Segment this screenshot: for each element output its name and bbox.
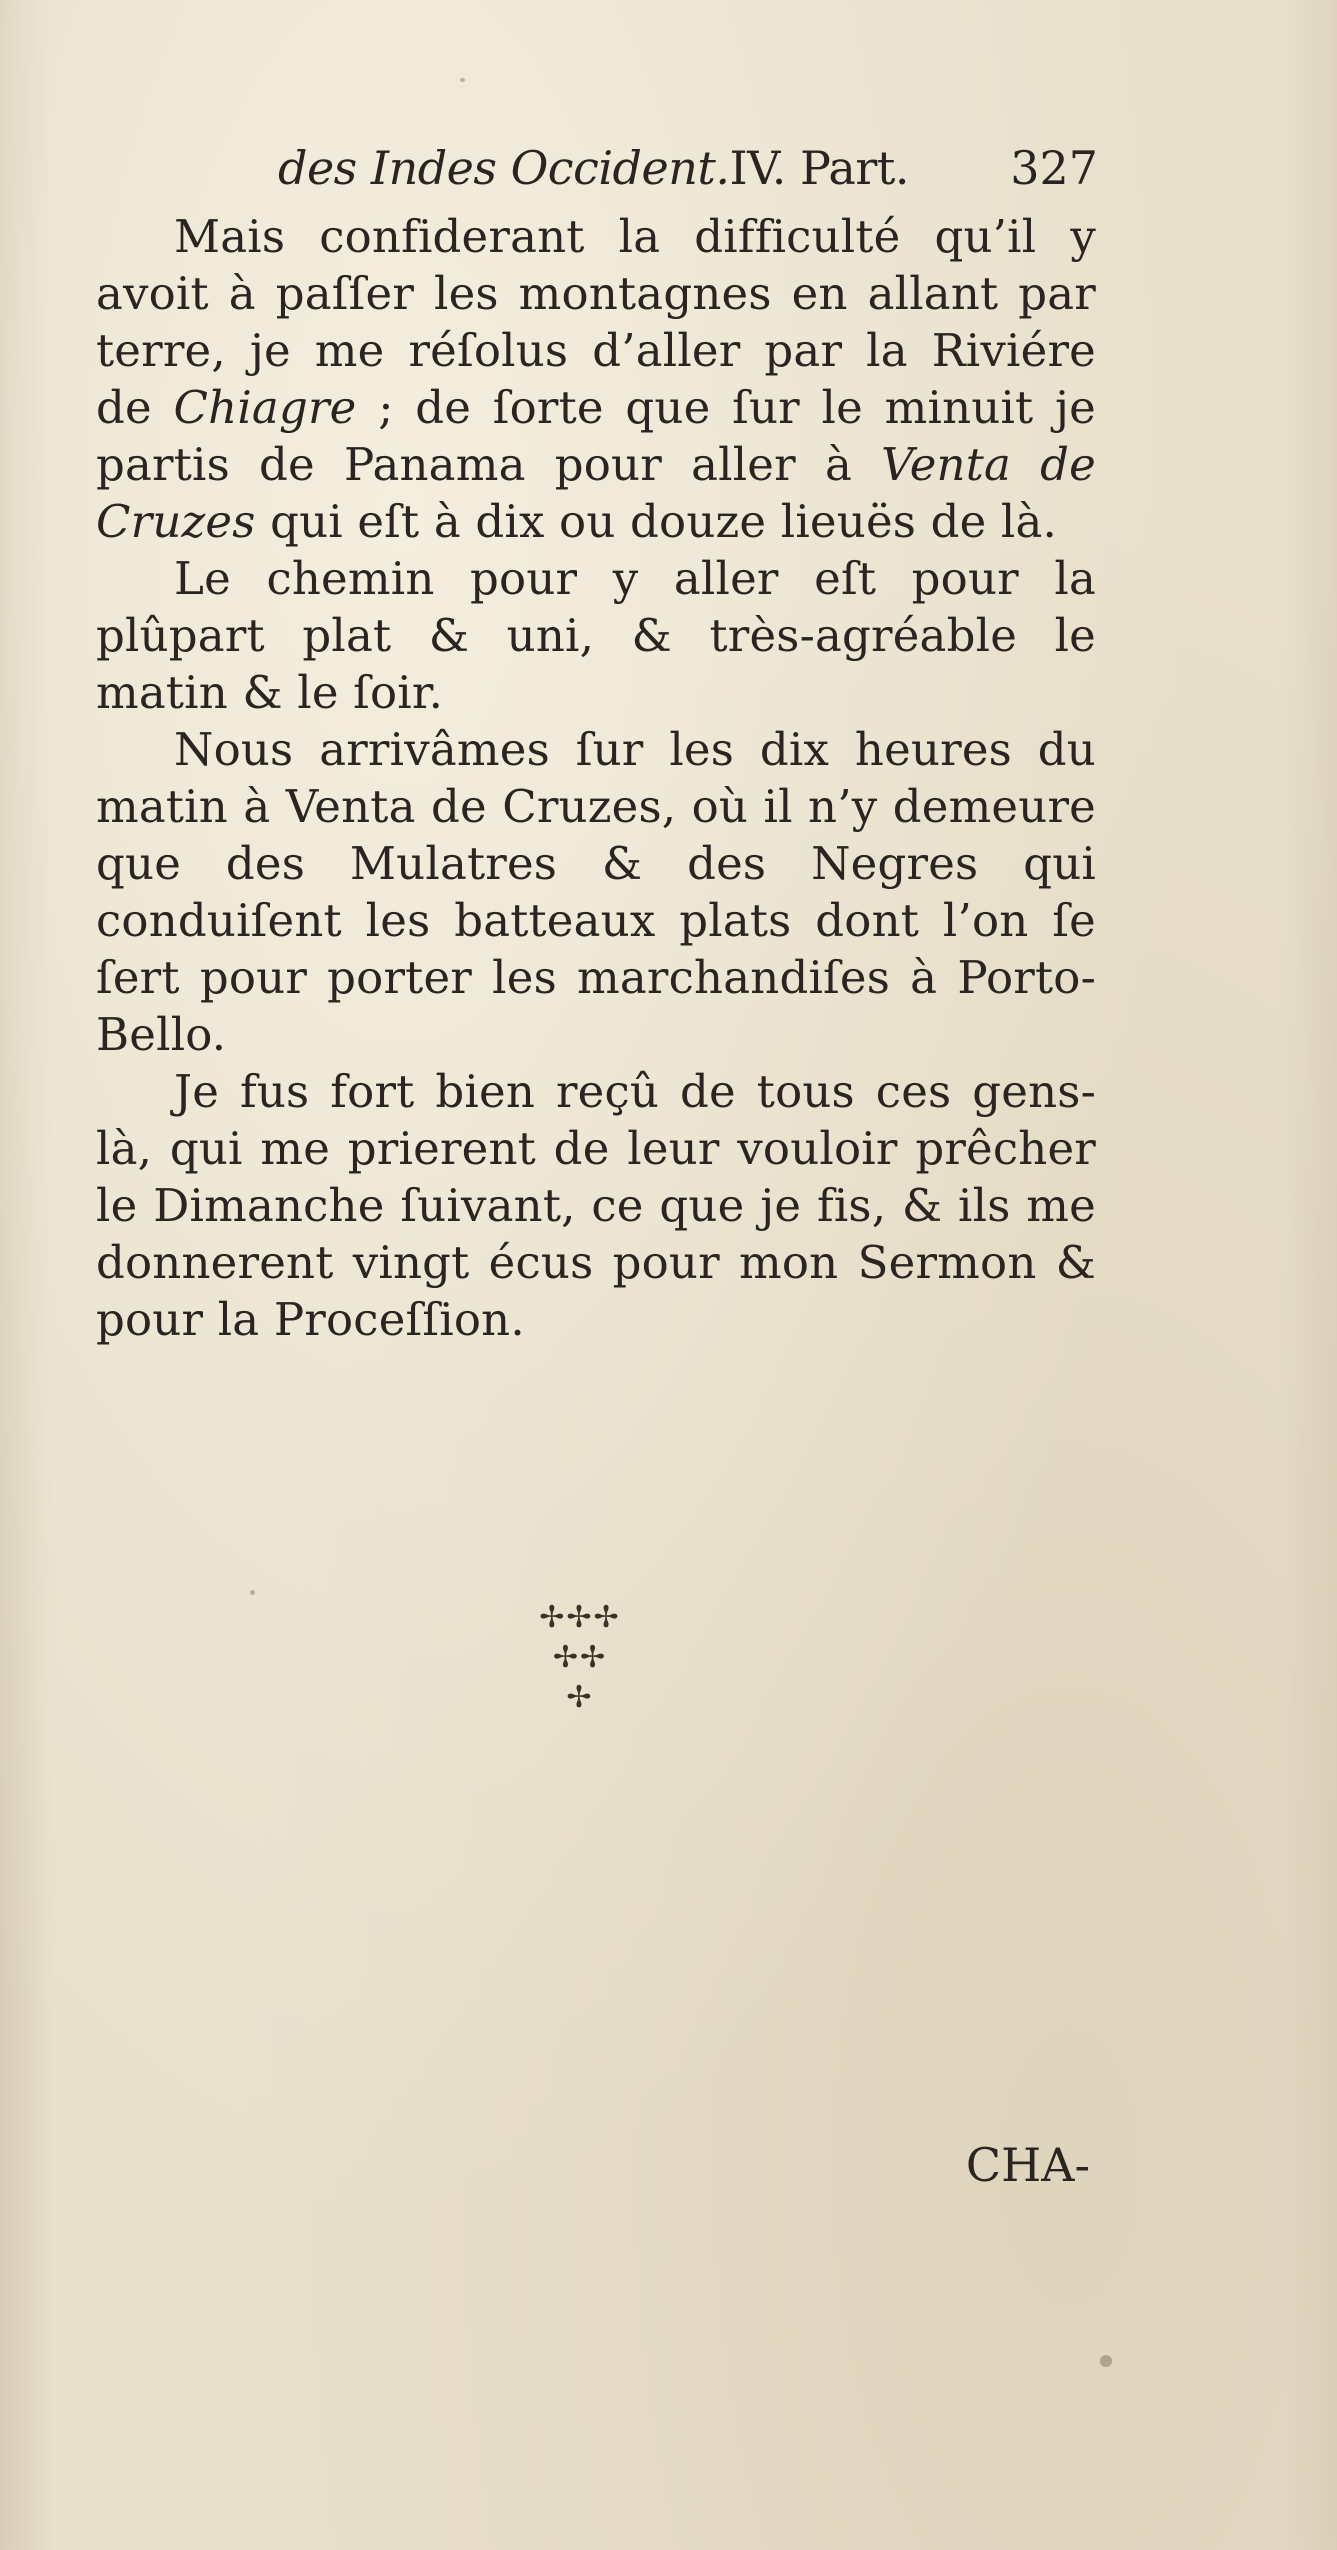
- italic-text: Chiagre: [173, 381, 357, 434]
- paragraph: [96, 721, 1096, 1063]
- paragraph: [96, 1063, 1096, 1348]
- page-number: 327: [1010, 141, 1098, 195]
- body-text: [96, 208, 1096, 1348]
- ornament-tailpiece: [480, 1598, 680, 1718]
- paragraph-text: Mais confiderant la difficulté qu’il y avoit à paſſer les montagnes en allant par terre, je me réſolus d’aller par la Riviére de: [96, 210, 1096, 434]
- italic-text: Venta de Cruzes: [96, 438, 1096, 548]
- ornament-line-2: ✢✢: [552, 1640, 608, 1675]
- paper-speck: [250, 1590, 255, 1595]
- paragraph-text: Le chemin pour y aller eſt pour la plûpart plat & uni, & très-agréable le matin & le ſoir.: [96, 552, 1096, 719]
- paragraph-text: Je fus fort bien reçû de tous ces gens-là, qui me prierent de leur vouloir prêcher le Dimanche ſuivant, ce que je fis, & ils me donnerent vingt écus pour mon Sermon & pour la Proceſſion.: [96, 1065, 1096, 1346]
- paragraph-text: qui eſt à dix ou douze lieuës de là.: [255, 495, 1058, 548]
- paragraph: [96, 208, 1096, 550]
- running-title-part: IV. Part.: [729, 141, 909, 195]
- paragraph: [96, 550, 1096, 721]
- running-title-text: des Indes Occident.: [278, 141, 730, 195]
- running-title: [278, 138, 909, 198]
- catchword: CHA-: [965, 2138, 1090, 2192]
- paragraph-text: Nous arrivâmes ſur les dix heures du matin à Venta de Cruzes, où il n’y demeure que des Mulatres & des Negres qui conduiſent les batteaux plats dont l’on ſe ſert pour porter les marchandiſes à Porto-Bello.: [96, 723, 1096, 1061]
- paper-speck: [460, 78, 465, 82]
- paper-speck: [1100, 2355, 1112, 2367]
- running-header: [278, 138, 1098, 198]
- ornament-line-3: ✢: [566, 1680, 594, 1715]
- ornament-line-1: ✢✢✢: [539, 1600, 621, 1635]
- paragraph-text: ; de ſorte que ſur le minuit je partis de Panama pour aller à: [96, 381, 1096, 491]
